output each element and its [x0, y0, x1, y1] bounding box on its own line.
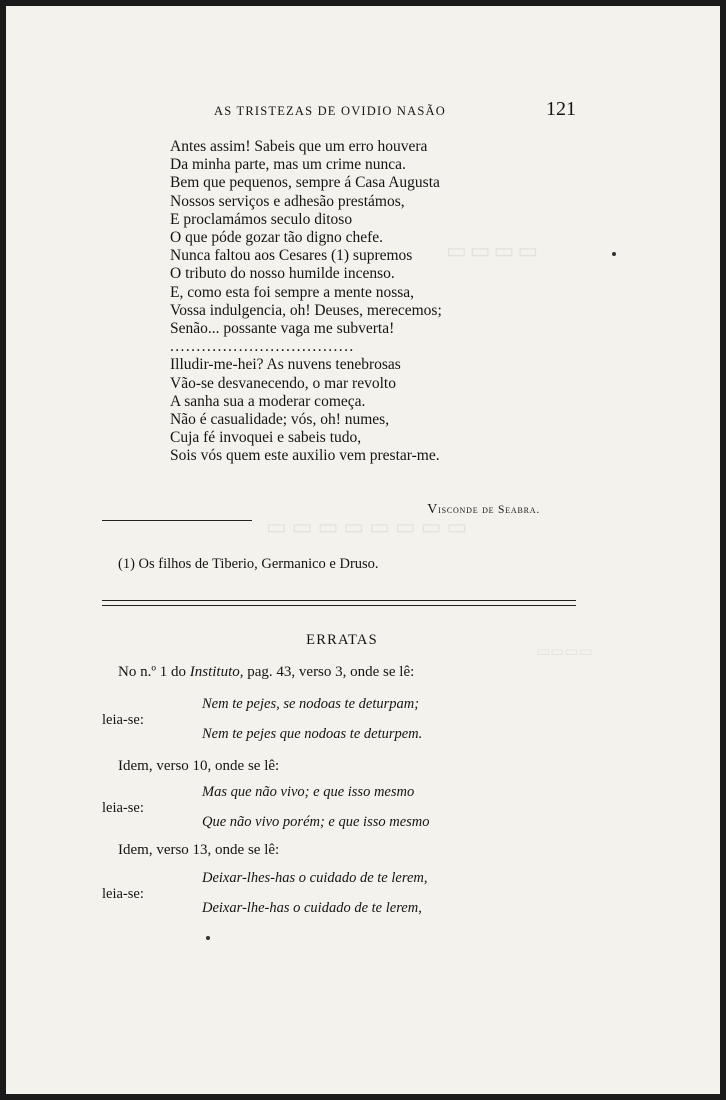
- footnote-divider: [102, 520, 252, 521]
- errata-intro: [118, 664, 414, 681]
- errata-leia-label: leia-se:: [102, 886, 144, 902]
- running-head: AS TRISTEZAS DE OVIDIO NASÃO: [214, 104, 446, 118]
- errata-idem-line: Idem, verso 13, onde se lê:: [118, 842, 280, 858]
- poem-line: O tributo do nosso humilde incenso.: [170, 265, 395, 283]
- ellipsis-separator: ...................................: [170, 338, 355, 356]
- errata-leia-label: leia-se:: [102, 800, 144, 816]
- poem-line: E, como esta foi sempre a mente nossa,: [170, 283, 415, 301]
- errata-intro-publication: Instituto,: [189, 664, 244, 680]
- errata-correct-text: Nem te pejes que nodoas te deturpem.: [202, 726, 423, 742]
- poem-line: Antes assim! Sabeis que um erro houvera: [170, 138, 428, 155]
- poem-line: Não é casualidade; vós, oh! numes,: [170, 411, 390, 429]
- errata-wrong-text: Mas que não vivo; e que isso mesmo: [202, 784, 415, 800]
- poem-line: E proclamámos seculo ditoso: [170, 210, 353, 228]
- errata-correct-text: Deixar-lhe-has o cuidado de te lerem,: [202, 900, 422, 916]
- ink-speck: [612, 252, 616, 256]
- poem-line: Da minha parte, mas um crime nunca.: [170, 156, 406, 174]
- page-number: 121: [546, 98, 576, 120]
- bleed-through: ▭▭▭▭▭▭▭▭: [266, 514, 473, 539]
- errata-intro-suffix: pag. 43, verso 3, onde se lê:: [243, 664, 415, 680]
- poem-line: Cuja fé invoquei e sabeis tudo,: [170, 429, 362, 447]
- errata-leia-label: leia-se:: [102, 712, 144, 728]
- poem-line: A sanha sua a moderar começa.: [170, 392, 366, 410]
- author-signature: Visconde de Seabra.: [427, 502, 540, 517]
- book-page: [6, 6, 720, 1094]
- footnote: (1) Os filhos de Tiberio, Germanico e Druso.: [118, 556, 379, 572]
- page-header: [102, 98, 576, 122]
- poem-line: Vão-se desvanecendo, o mar revolto: [170, 374, 396, 392]
- ink-speck: [206, 936, 210, 940]
- poem-line: Vossa indulgencia, oh! Deuses, merecemos;: [170, 301, 442, 319]
- errata-wrong-text: Nem te pejes, se nodoas te deturpam;: [202, 696, 420, 712]
- poem-line: O que póde gozar tão digno chefe.: [170, 229, 384, 247]
- errata-title: ERRATAS: [306, 632, 378, 648]
- poem-line: Nossos serviços e adhesão prestámos,: [170, 192, 405, 210]
- poem-line: Senão... possante vaga me subverta!: [170, 320, 395, 338]
- errata-correct-text: Que não vivo porém; e que isso mesmo: [202, 814, 430, 830]
- errata-idem-line: Idem, verso 10, onde se lê:: [118, 758, 280, 774]
- poem-line: Nunca faltou aos Cesares (1) supremos: [170, 247, 413, 265]
- poem: [170, 138, 570, 466]
- errata-wrong-text: Deixar-lhes-has o cuidado de te lerem,: [202, 870, 428, 886]
- poem-line: Illudir-me-hei? As nuvens tenebrosas: [170, 356, 401, 374]
- poem-line: Bem que pequenos, sempre á Casa Augusta: [170, 174, 440, 192]
- section-divider: [102, 600, 576, 606]
- bleed-through: ▭▭▭▭: [536, 644, 593, 660]
- poem-line: Sois vós quem este auxilio vem prestar-me.: [170, 447, 440, 465]
- bleed-through: ▭▭▭▭: [446, 238, 542, 263]
- errata-intro-prefix: No n.º 1 do: [118, 664, 190, 680]
